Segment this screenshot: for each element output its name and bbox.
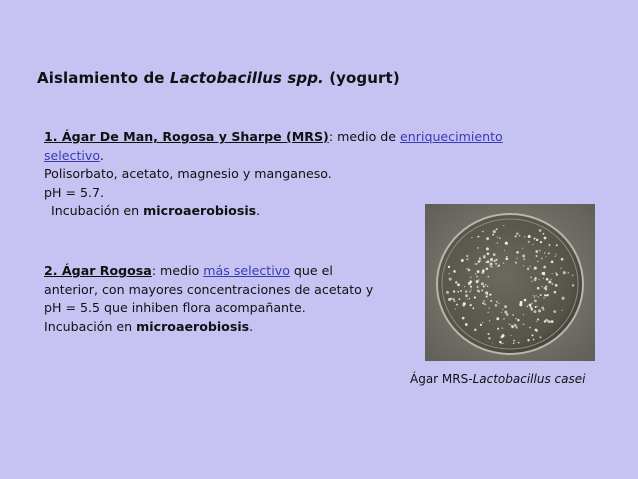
colony-dot — [513, 340, 515, 342]
colony-dot — [486, 237, 489, 240]
colony-dot — [523, 265, 524, 266]
colony-dot — [478, 279, 479, 280]
colony-dot — [466, 255, 468, 257]
colony-dot — [529, 265, 530, 266]
colony-dot — [470, 305, 472, 307]
colony-dot — [519, 235, 520, 236]
colony-dot — [468, 269, 471, 272]
colony-dot — [490, 266, 491, 267]
colony-dot — [487, 333, 489, 335]
colony-dot — [520, 301, 523, 304]
colony-dot — [466, 268, 467, 269]
colony-dot — [524, 236, 525, 237]
colony-dot — [487, 276, 489, 278]
colony-dot — [464, 286, 465, 287]
colony-dot — [450, 297, 452, 299]
colony-dot — [534, 310, 537, 313]
colony-dot — [476, 280, 479, 283]
colony-dot — [546, 256, 547, 257]
colony-dot — [480, 260, 481, 261]
colony-dot — [548, 244, 550, 246]
colony-dot — [556, 274, 558, 276]
colony-dot — [506, 256, 507, 257]
colony-dot — [534, 300, 537, 303]
colony-dot — [489, 320, 490, 321]
colony-dot — [455, 308, 456, 309]
colony-dot — [495, 304, 498, 307]
colony-dot — [487, 260, 490, 263]
colony-dot — [502, 327, 503, 328]
colony-dot — [486, 268, 489, 271]
colony-dot — [505, 242, 508, 245]
colony-dot — [466, 258, 468, 260]
colony-dot — [530, 307, 533, 310]
colony-dot — [543, 272, 546, 275]
colony-dot — [509, 324, 510, 325]
colony-dot — [497, 242, 498, 243]
colony-dot — [483, 285, 485, 287]
colony-dot — [515, 318, 516, 319]
colony-dot — [542, 286, 543, 287]
colony-dot — [487, 252, 490, 255]
colony-dot — [485, 295, 487, 297]
colony-dot — [560, 267, 561, 268]
colony-dot — [478, 260, 481, 263]
colony-dot — [448, 266, 450, 268]
colony-dot — [465, 323, 468, 326]
colony-dot — [477, 286, 479, 288]
colony-dot — [488, 307, 490, 309]
colony-dot — [476, 276, 478, 278]
caption-prefix: Ágar MRS- — [410, 372, 473, 386]
colony-dot — [460, 290, 462, 292]
colony-dot — [481, 289, 483, 291]
colony-dot — [554, 291, 557, 294]
colony-dot — [532, 244, 533, 245]
colony-dot — [536, 321, 537, 322]
colony-dot — [465, 294, 468, 297]
colony-dot — [504, 311, 507, 314]
link-mas-selectivo[interactable]: más selectivo — [203, 263, 290, 278]
colony-dot — [455, 281, 457, 283]
item-2-heading: 2. Ágar Rogosa — [44, 263, 152, 278]
colony-dot — [504, 305, 507, 308]
colony-dot — [546, 278, 549, 281]
item-2-incubation — [44, 318, 384, 337]
colony-dot — [535, 306, 537, 308]
colony-dot — [504, 250, 505, 251]
colony-dot — [480, 324, 482, 326]
colony-dot — [481, 282, 484, 285]
colony-dot — [554, 256, 555, 257]
item-2-text: : medio — [151, 263, 204, 278]
colony-dot — [539, 229, 542, 232]
colony-dot — [516, 258, 517, 259]
colony-dot — [496, 317, 499, 320]
colony-dot — [563, 271, 566, 274]
title-suffix: (yogurt) — [323, 69, 400, 87]
colony-dot — [523, 258, 525, 260]
colony-dot — [484, 303, 486, 305]
colony-dot — [492, 342, 493, 343]
colony-dot — [529, 304, 532, 307]
colony-dot — [501, 312, 502, 313]
colony-dot — [486, 247, 489, 250]
colony-dot — [545, 288, 546, 289]
colony-dot — [503, 225, 504, 226]
colony-dot — [482, 302, 484, 304]
item-1-ph: pH = 5.7. — [44, 184, 105, 200]
colony-dot — [510, 324, 511, 325]
petri-dish-image — [425, 204, 595, 361]
colony-dot — [534, 297, 535, 298]
title-genus: Lactobacillus spp. — [169, 69, 324, 87]
colony-dot — [528, 241, 530, 243]
colony-dot — [552, 273, 553, 274]
colony-dot — [544, 252, 545, 253]
colony-dot — [545, 285, 548, 288]
colony-dot — [503, 318, 505, 320]
colony-dot — [482, 269, 485, 272]
colony-dot — [548, 280, 551, 283]
colony-dot — [552, 283, 554, 285]
colony-dot — [498, 303, 499, 304]
title-prefix: Aislamiento de — [37, 69, 170, 87]
colony-dot — [472, 307, 474, 309]
item-1-line-1b — [44, 147, 624, 166]
colony-dot — [462, 317, 465, 320]
colony-dot — [493, 230, 496, 233]
colony-dot — [483, 255, 486, 258]
colony-dot — [467, 299, 468, 300]
colony-dot — [474, 328, 477, 331]
colony-dot — [535, 277, 537, 279]
colony-dot — [477, 236, 478, 237]
colony-dot — [540, 241, 542, 243]
colony-dot — [470, 289, 471, 290]
colony-dot — [453, 290, 455, 292]
colony-dot — [465, 290, 467, 292]
colony-dot — [562, 310, 563, 311]
colony-dot — [538, 309, 541, 312]
colony-dot — [523, 323, 525, 325]
colony-dot — [482, 322, 483, 323]
colony-dot — [522, 254, 525, 257]
petri-dish-photo — [425, 204, 595, 361]
colony-dot — [523, 314, 524, 315]
item-2-block — [44, 262, 384, 336]
colony-dot — [531, 281, 532, 282]
colony-dot — [503, 263, 504, 264]
colony-dot — [477, 247, 478, 248]
colony-dot — [505, 257, 508, 260]
colony-dot — [541, 306, 544, 309]
colony-dot — [551, 279, 552, 280]
item-1-text: : medio de — [328, 129, 401, 144]
item-1-incubation-bold: microaerobiosis — [143, 203, 257, 218]
colony-dot — [452, 298, 454, 300]
colony-dot — [551, 320, 554, 323]
colony-dot — [543, 278, 544, 279]
caption-species: Lactobacillus casei — [472, 372, 586, 386]
colony-dot — [515, 262, 517, 264]
colony-dot — [449, 273, 450, 274]
colony-dot — [548, 253, 550, 255]
colony-dot — [533, 238, 535, 240]
colony-dot — [471, 237, 472, 238]
colony-dot — [537, 261, 539, 263]
link-selectivo[interactable]: selectivo — [44, 147, 100, 163]
colony-dot — [568, 272, 570, 274]
colony-dot — [512, 314, 514, 316]
colony-dot — [531, 334, 533, 336]
colony-dot — [502, 309, 503, 310]
colony-dot — [483, 300, 485, 302]
colony-dot — [544, 294, 546, 296]
colony-dot — [498, 265, 500, 267]
colony-dot — [540, 294, 542, 296]
colony-dot — [544, 237, 547, 240]
colony-dot — [556, 254, 557, 255]
colony-dot — [541, 258, 543, 260]
colony-dot — [533, 339, 535, 341]
colony-dot — [515, 235, 517, 237]
colony-dot — [537, 287, 540, 290]
colony-dot — [503, 343, 504, 344]
colony-dot — [527, 339, 529, 341]
colony-dot — [537, 318, 539, 320]
item-2-paragraph — [44, 262, 384, 318]
colony-dot — [456, 304, 458, 306]
colony-dot — [535, 295, 536, 296]
colony-dot — [487, 286, 488, 287]
colony-dot — [457, 283, 460, 286]
colony-dot — [497, 328, 499, 330]
colony-dot — [514, 324, 517, 327]
colony-dot — [506, 313, 509, 316]
colony-dot — [535, 329, 538, 332]
colony-dot — [477, 270, 480, 273]
colony-dot — [469, 298, 470, 299]
colony-dot — [501, 342, 503, 344]
colony-dot — [524, 299, 527, 302]
colony-dot — [485, 284, 487, 286]
colony-dot — [489, 265, 490, 266]
colony-dot — [487, 294, 488, 295]
colony-dot — [446, 291, 449, 294]
colony-dot — [488, 337, 490, 339]
colony-dot — [539, 250, 541, 252]
colony-dot — [542, 233, 544, 235]
colony-dot — [490, 258, 493, 261]
colony-dot — [534, 267, 537, 270]
link-enriquecimiento[interactable]: enriquecimiento — [400, 129, 503, 144]
colony-dot — [499, 237, 501, 239]
colony-dot — [555, 272, 557, 274]
colony-dot — [453, 271, 455, 273]
colony-dot — [501, 336, 504, 339]
item-1-line-1 — [44, 128, 624, 147]
colony-dot — [517, 319, 520, 322]
colony-dot — [561, 258, 564, 261]
colony-dot — [562, 297, 565, 300]
colony-dot — [544, 320, 546, 322]
colony-dot — [516, 232, 519, 235]
colony-dot — [454, 300, 456, 302]
colony-dot — [546, 294, 549, 297]
colony-dot — [572, 275, 574, 277]
colony-dot — [469, 280, 472, 283]
colony-dot — [462, 304, 465, 307]
colony-dot — [516, 251, 518, 253]
item-1-incubation-prefix: Incubación en — [51, 203, 144, 218]
colony-dot — [513, 343, 515, 345]
colony-dot — [553, 310, 556, 313]
item-1-incubation-suffix: . — [256, 203, 261, 218]
colony-dot — [461, 259, 464, 262]
colony-dot — [495, 263, 497, 265]
colony-dot — [510, 335, 511, 336]
colony-dot — [496, 301, 498, 303]
colony-dot — [536, 239, 539, 242]
colony-dot — [470, 277, 471, 278]
colony-dot — [543, 297, 545, 299]
colony-dot — [529, 327, 531, 329]
colony-dot — [482, 231, 483, 232]
item-2-rest: que el anterior, con mayores concentraciones de acetato y pH = 5.5 que inhiben flora acompañante. — [44, 263, 374, 315]
colony-dot — [488, 312, 489, 313]
slide-title — [37, 69, 400, 87]
colony-dot — [555, 284, 558, 287]
colony-dot — [492, 234, 494, 236]
colony-dot — [493, 260, 495, 262]
colony-dot — [536, 255, 538, 257]
colony-dot — [535, 250, 538, 253]
colony-dot — [490, 300, 492, 302]
colony-dot — [497, 266, 498, 267]
colony-dot — [539, 336, 541, 338]
colony-dot — [537, 306, 538, 307]
colony-dot — [528, 235, 531, 238]
colony-dot — [527, 268, 529, 270]
colony-dot — [470, 286, 472, 288]
colony-dot — [533, 295, 534, 296]
colony-dot — [551, 261, 554, 264]
item-2-incubation-bold: microaerobiosis — [136, 318, 250, 334]
colony-dot — [530, 277, 532, 279]
colony-dot — [527, 306, 529, 308]
colony-dot — [474, 296, 476, 298]
colony-dot — [493, 253, 496, 256]
colony-dot — [475, 273, 476, 274]
colony-dot — [556, 244, 558, 246]
colony-dot — [449, 278, 452, 281]
colony-dot — [469, 291, 471, 293]
colony-dot — [511, 326, 513, 328]
item-2-incubation-suffix: . — [249, 318, 254, 334]
colony-dot — [518, 342, 520, 344]
colony-dot — [538, 279, 539, 280]
colony-dot — [490, 263, 493, 266]
colony-dot — [459, 298, 461, 300]
colony-dot — [479, 257, 481, 259]
colony-dot — [543, 266, 546, 269]
colony-dot — [531, 303, 533, 305]
item-2-incubation-prefix: Incubación en — [44, 318, 137, 334]
item-1-period: . — [99, 147, 104, 163]
colony-dot — [489, 293, 491, 295]
colony-dot — [457, 291, 459, 293]
colony-dot — [475, 263, 476, 264]
colony-dot — [496, 228, 498, 230]
colony-dot — [572, 284, 574, 286]
photo-caption — [410, 372, 585, 386]
colony-dot — [538, 296, 539, 297]
colony-dot — [479, 291, 481, 293]
colony-dot — [476, 263, 478, 265]
colony-dot — [497, 237, 498, 238]
item-1-heading: 1. Ágar De Man, Rogosa y Sharpe (MRS) — [44, 129, 329, 144]
item-1-composition: Polisorbato, acetato, magnesio y manganeso. — [44, 166, 332, 181]
colony-dot — [522, 248, 523, 249]
